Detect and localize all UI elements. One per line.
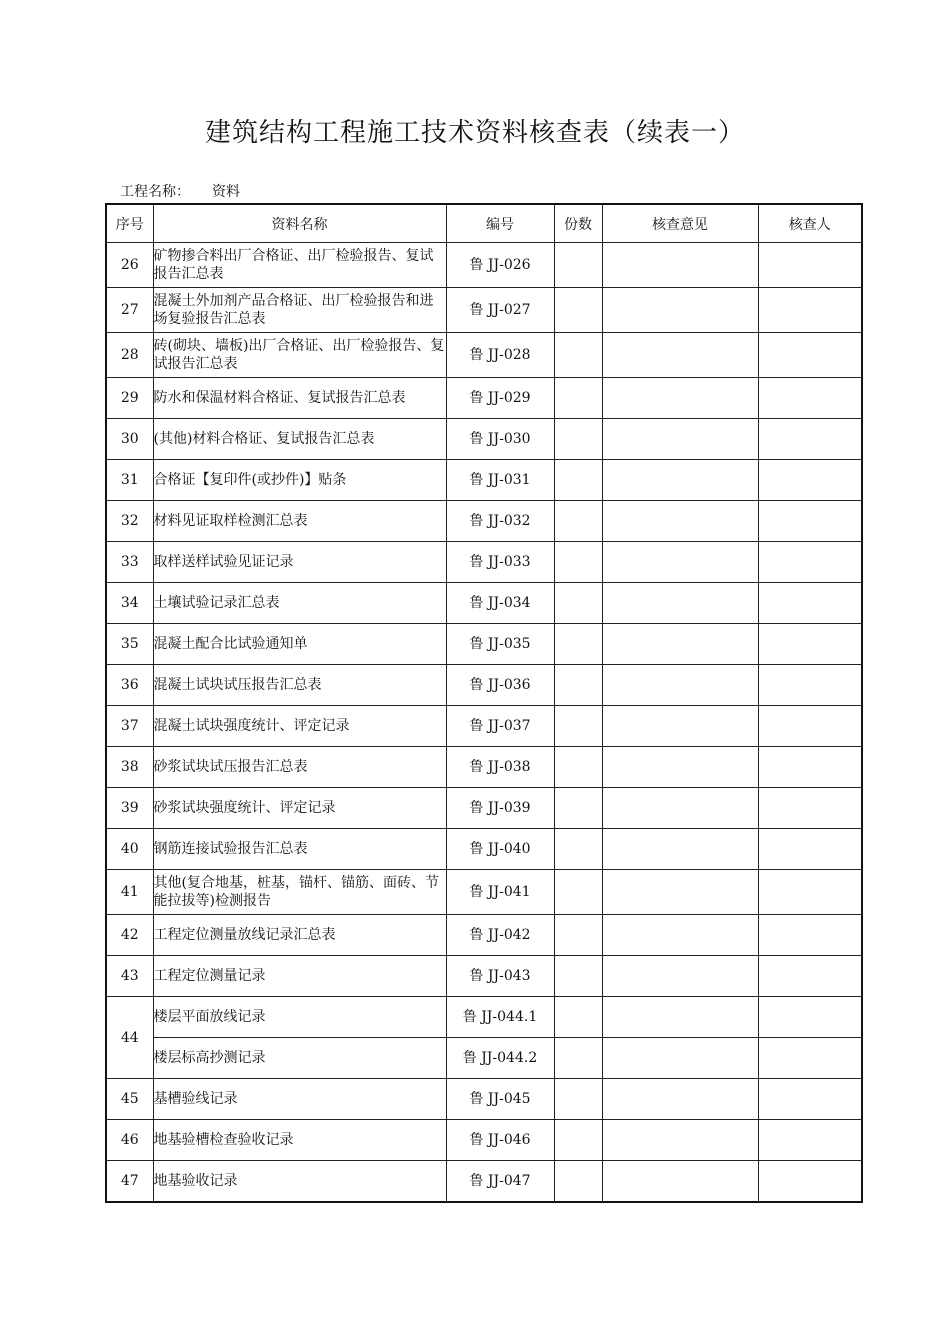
row-doc-name: 混凝土配合比试验通知单 — [153, 624, 446, 665]
row-reviewer[interactable] — [758, 333, 862, 378]
row-code: 鲁 JJ-027 — [446, 288, 554, 333]
row-doc-name: 土壤试验记录汇总表 — [153, 583, 446, 624]
table-header-row — [106, 204, 862, 243]
row-reviewer[interactable] — [758, 542, 862, 583]
row-code: 鲁 JJ-041 — [446, 870, 554, 915]
row-seq: 45 — [106, 1079, 153, 1120]
row-code: 鲁 JJ-044.1 — [446, 997, 554, 1038]
row-code: 鲁 JJ-036 — [446, 665, 554, 706]
row-doc-name: 砂浆试块试压报告汇总表 — [153, 747, 446, 788]
table-row — [106, 788, 862, 829]
row-code: 鲁 JJ-030 — [446, 419, 554, 460]
row-code: 鲁 JJ-045 — [446, 1079, 554, 1120]
row-copies[interactable] — [554, 501, 602, 542]
header-seq: 序号 — [106, 204, 153, 243]
row-opinion[interactable] — [602, 747, 758, 788]
row-copies[interactable] — [554, 583, 602, 624]
row-opinion[interactable] — [602, 1161, 758, 1203]
row-seq: 26 — [106, 243, 153, 288]
row-seq: 47 — [106, 1161, 153, 1203]
row-reviewer[interactable] — [758, 460, 862, 501]
row-code: 鲁 JJ-044.2 — [446, 1038, 554, 1079]
row-doc-name: 混凝土试块试压报告汇总表 — [153, 665, 446, 706]
row-doc-name: 其他(复合地基，桩基，锚杆、锚筋、面砖、节能拉拔等)检测报告 — [153, 870, 446, 915]
row-seq: 31 — [106, 460, 153, 501]
row-code: 鲁 JJ-042 — [446, 915, 554, 956]
row-copies[interactable] — [554, 333, 602, 378]
row-opinion[interactable] — [602, 624, 758, 665]
row-seq: 38 — [106, 747, 153, 788]
row-seq: 28 — [106, 333, 153, 378]
row-reviewer[interactable] — [758, 997, 862, 1038]
row-seq: 34 — [106, 583, 153, 624]
row-reviewer[interactable] — [758, 706, 862, 747]
row-opinion[interactable] — [602, 788, 758, 829]
row-copies[interactable] — [554, 378, 602, 419]
row-opinion[interactable] — [602, 997, 758, 1038]
table-row — [106, 333, 862, 378]
row-doc-name: 合格证【复印件(或抄件)】贴条 — [153, 460, 446, 501]
row-copies[interactable] — [554, 706, 602, 747]
row-seq: 27 — [106, 288, 153, 333]
table-row — [106, 829, 862, 870]
row-doc-name: 砖(砌块、墙板)出厂合格证、出厂检验报告、复试报告汇总表 — [153, 333, 446, 378]
row-reviewer[interactable] — [758, 1120, 862, 1161]
row-reviewer[interactable] — [758, 378, 862, 419]
row-code: 鲁 JJ-026 — [446, 243, 554, 288]
table-row — [106, 624, 862, 665]
row-opinion[interactable] — [602, 1038, 758, 1079]
row-doc-name: 混凝土试块强度统计、评定记录 — [153, 706, 446, 747]
row-code: 鲁 JJ-037 — [446, 706, 554, 747]
row-seq: 35 — [106, 624, 153, 665]
row-copies[interactable] — [554, 460, 602, 501]
row-seq: 36 — [106, 665, 153, 706]
row-code: 鲁 JJ-047 — [446, 1161, 554, 1203]
row-seq: 37 — [106, 706, 153, 747]
table-row — [106, 419, 862, 460]
row-copies[interactable] — [554, 1079, 602, 1120]
row-opinion[interactable] — [602, 419, 758, 460]
row-doc-name: 基槽验线记录 — [153, 1079, 446, 1120]
row-reviewer[interactable] — [758, 665, 862, 706]
row-opinion[interactable] — [602, 333, 758, 378]
row-opinion[interactable] — [602, 583, 758, 624]
row-copies[interactable] — [554, 747, 602, 788]
row-reviewer[interactable] — [758, 583, 862, 624]
table-row — [106, 956, 862, 997]
row-reviewer[interactable] — [758, 915, 862, 956]
row-code: 鲁 JJ-043 — [446, 956, 554, 997]
table-row — [106, 378, 862, 419]
row-reviewer[interactable] — [758, 243, 862, 288]
row-code: 鲁 JJ-046 — [446, 1120, 554, 1161]
table-row — [106, 1038, 862, 1079]
row-copies[interactable] — [554, 1038, 602, 1079]
table-row — [106, 915, 862, 956]
row-copies[interactable] — [554, 956, 602, 997]
row-reviewer[interactable] — [758, 288, 862, 333]
row-doc-name: (其他)材料合格证、复试报告汇总表 — [153, 419, 446, 460]
row-reviewer[interactable] — [758, 870, 862, 915]
table-row — [106, 870, 862, 915]
row-code: 鲁 JJ-031 — [446, 460, 554, 501]
header-copies: 份数 — [554, 204, 602, 243]
project-name-label: 工程名称： — [120, 184, 190, 200]
row-reviewer[interactable] — [758, 419, 862, 460]
table-row — [106, 501, 862, 542]
row-code: 鲁 JJ-039 — [446, 788, 554, 829]
row-copies[interactable] — [554, 243, 602, 288]
table-row — [106, 542, 862, 583]
row-opinion[interactable] — [602, 243, 758, 288]
row-seq: 41 — [106, 870, 153, 915]
row-copies[interactable] — [554, 542, 602, 583]
row-doc-name: 防水和保温材料合格证、复试报告汇总表 — [153, 378, 446, 419]
row-opinion[interactable] — [602, 460, 758, 501]
row-doc-name: 钢筋连接试验报告汇总表 — [153, 829, 446, 870]
table-row — [106, 997, 862, 1038]
row-code: 鲁 JJ-034 — [446, 583, 554, 624]
row-reviewer[interactable] — [758, 788, 862, 829]
row-doc-name: 工程定位测量放线记录汇总表 — [153, 915, 446, 956]
row-copies[interactable] — [554, 419, 602, 460]
table-row — [106, 288, 862, 333]
row-seq: 43 — [106, 956, 153, 997]
row-opinion[interactable] — [602, 665, 758, 706]
row-opinion[interactable] — [602, 829, 758, 870]
row-opinion[interactable] — [602, 956, 758, 997]
row-copies[interactable] — [554, 624, 602, 665]
row-doc-name: 地基验收记录 — [153, 1161, 446, 1203]
table-row — [106, 1161, 862, 1203]
row-doc-name: 工程定位测量记录 — [153, 956, 446, 997]
row-copies[interactable] — [554, 665, 602, 706]
table-row — [106, 460, 862, 501]
row-seq: 30 — [106, 419, 153, 460]
row-doc-name: 混凝土外加剂产品合格证、出厂检验报告和进场复验报告汇总表 — [153, 288, 446, 333]
row-opinion[interactable] — [602, 288, 758, 333]
row-doc-name: 材料见证取样检测汇总表 — [153, 501, 446, 542]
row-doc-name: 楼层平面放线记录 — [153, 997, 446, 1038]
row-code: 鲁 JJ-032 — [446, 501, 554, 542]
row-code: 鲁 JJ-028 — [446, 333, 554, 378]
table-row — [106, 706, 862, 747]
row-doc-name: 矿物掺合料出厂合格证、出厂检验报告、复试报告汇总表 — [153, 243, 446, 288]
header-opinion: 核查意见 — [602, 204, 758, 243]
table-row — [106, 1079, 862, 1120]
row-copies[interactable] — [554, 829, 602, 870]
row-opinion[interactable] — [602, 870, 758, 915]
row-reviewer[interactable] — [758, 1038, 862, 1079]
row-reviewer[interactable] — [758, 956, 862, 997]
table-row — [106, 747, 862, 788]
row-seq: 46 — [106, 1120, 153, 1161]
project-name-line — [120, 181, 240, 201]
row-code: 鲁 JJ-029 — [446, 378, 554, 419]
row-copies[interactable] — [554, 915, 602, 956]
page-title: 建筑结构工程施工技术资料核查表（续表一） — [204, 118, 745, 148]
row-reviewer[interactable] — [758, 624, 862, 665]
row-opinion[interactable] — [602, 542, 758, 583]
row-copies[interactable] — [554, 1161, 602, 1203]
row-copies[interactable] — [554, 870, 602, 915]
row-seq: 29 — [106, 378, 153, 419]
row-copies[interactable] — [554, 997, 602, 1038]
row-doc-name: 取样送样试验见证记录 — [153, 542, 446, 583]
row-reviewer[interactable] — [758, 747, 862, 788]
row-seq: 33 — [106, 542, 153, 583]
row-opinion[interactable] — [602, 1120, 758, 1161]
row-seq: 40 — [106, 829, 153, 870]
table-row — [106, 665, 862, 706]
review-table — [105, 203, 863, 1203]
table-row — [106, 1120, 862, 1161]
row-reviewer[interactable] — [758, 501, 862, 542]
header-doc-name: 资料名称 — [153, 204, 446, 243]
row-code: 鲁 JJ-035 — [446, 624, 554, 665]
row-reviewer[interactable] — [758, 1161, 862, 1203]
header-code: 编号 — [446, 204, 554, 243]
table-row — [106, 583, 862, 624]
header-reviewer: 核查人 — [758, 204, 862, 243]
row-opinion[interactable] — [602, 706, 758, 747]
row-seq: 42 — [106, 915, 153, 956]
row-reviewer[interactable] — [758, 1079, 862, 1120]
project-name-value: 资料 — [212, 184, 240, 200]
row-opinion[interactable] — [602, 378, 758, 419]
row-code: 鲁 JJ-040 — [446, 829, 554, 870]
row-seq: 32 — [106, 501, 153, 542]
row-opinion[interactable] — [602, 501, 758, 542]
row-seq: 39 — [106, 788, 153, 829]
row-copies[interactable] — [554, 288, 602, 333]
row-code: 鲁 JJ-038 — [446, 747, 554, 788]
row-doc-name: 楼层标高抄测记录 — [153, 1038, 446, 1079]
row-code: 鲁 JJ-033 — [446, 542, 554, 583]
row-opinion[interactable] — [602, 1079, 758, 1120]
row-copies[interactable] — [554, 788, 602, 829]
row-copies[interactable] — [554, 1120, 602, 1161]
row-reviewer[interactable] — [758, 829, 862, 870]
row-doc-name: 地基验槽检查验收记录 — [153, 1120, 446, 1161]
row-opinion[interactable] — [602, 915, 758, 956]
row-seq: 44 — [106, 997, 153, 1079]
row-doc-name: 砂浆试块强度统计、评定记录 — [153, 788, 446, 829]
table-row — [106, 243, 862, 288]
